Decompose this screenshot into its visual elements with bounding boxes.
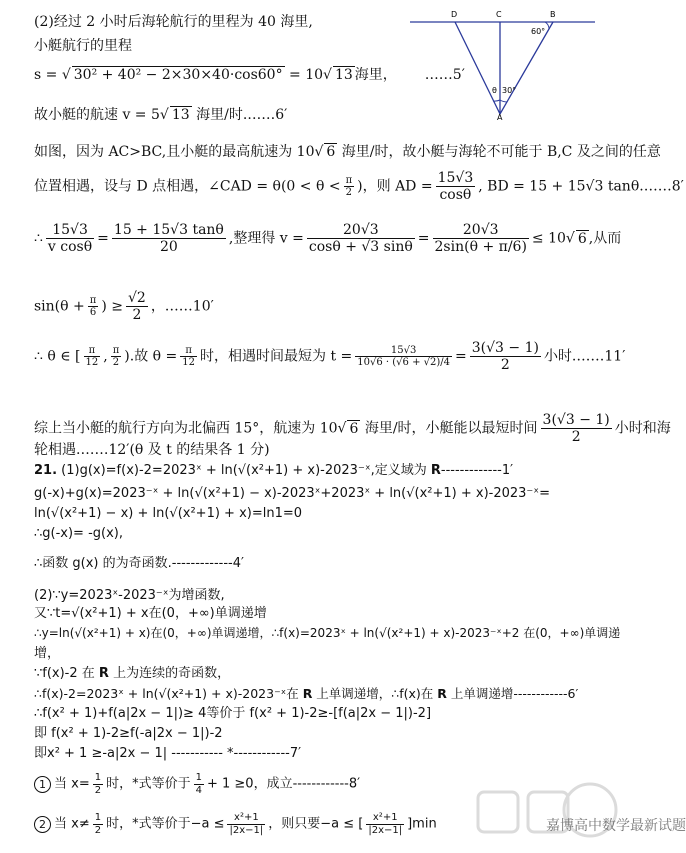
text-line-12: [34, 463, 513, 479]
denominator: 2: [345, 187, 353, 199]
text-line-26: [34, 772, 360, 796]
numerator: 1: [94, 772, 102, 783]
label-c: C: [496, 10, 502, 19]
text: ,整理得 v =: [228, 230, 304, 247]
radicand: 6: [349, 420, 359, 437]
text-line-1: (2)经过 2 小时后海轮航行的里程为 40 海里,: [34, 14, 313, 30]
radicand: 6: [577, 230, 587, 247]
label-angle60: 60°: [531, 27, 546, 36]
text: =: [455, 348, 467, 365]
text-line-10: [34, 412, 671, 445]
denominator: |2x−1|: [229, 824, 264, 836]
text-line-3: [34, 66, 465, 84]
text: ,从而: [588, 230, 622, 247]
denominator: 2: [94, 824, 102, 836]
numerator: π: [180, 345, 197, 358]
radicand: 6: [326, 144, 336, 160]
numerator: √2: [127, 290, 146, 306]
text: ∵f(x)-2 在: [34, 666, 99, 681]
text: sin(θ +: [34, 298, 85, 315]
text-line-19: ∴y=ln(√(x²+1) + x)在(0，+∞)单调递增，∴f(x)=2023ˣ + ln(√(x²+1) + x)-2023⁻ˣ+2 在(0，+∞)单调递: [34, 626, 621, 640]
fraction: [366, 812, 404, 836]
text-line-22: [34, 686, 578, 701]
denominator: 2: [132, 307, 142, 324]
text: )，则 AD =: [357, 178, 433, 195]
numerator: 15√3: [437, 170, 474, 186]
text: 海里/时，小艇能以最短时间: [360, 420, 538, 437]
denominator: 2sin(θ + π/6): [434, 239, 527, 256]
therefore: ∴: [34, 230, 43, 247]
denominator: 4: [195, 784, 202, 796]
fraction: [436, 170, 476, 203]
text-line-8: [34, 290, 214, 323]
denominator: |2x−1|: [368, 824, 403, 836]
text: 小时.……11′: [543, 348, 626, 365]
text-line-13: g(-x)+g(x)=2023⁻ˣ + ln(√(x²+1) − x)-2023ˣ+2023ˣ + ln(√(x²+1) + x)-2023⁻ˣ=: [34, 486, 550, 501]
numerator: π: [345, 174, 353, 186]
text: R: [302, 686, 313, 701]
text: 小时和海: [614, 420, 671, 437]
text-line-27: [34, 812, 437, 836]
radicand: 13: [334, 67, 353, 83]
geometry-figure: [405, 8, 605, 120]
radical-sign: √: [159, 107, 169, 123]
denominator: 20: [159, 239, 178, 256]
label-d: D: [451, 10, 458, 19]
text-line-18: 又∵t=√(x²+1) + x在(0，+∞)单调递增: [34, 606, 267, 621]
denominator: cosθ: [439, 187, 472, 204]
radicand: 13: [171, 107, 190, 123]
numerator: 3(√3 − 1): [471, 340, 539, 356]
numerator: x²+1: [227, 812, 265, 825]
numerator: 20√3: [433, 222, 529, 239]
text: ，……10′: [150, 298, 214, 315]
numerator: 3(√3 − 1): [542, 412, 610, 428]
radical-sign: √: [314, 144, 324, 160]
label-theta: θ: [492, 86, 497, 95]
fraction: [93, 772, 103, 796]
denominator: 2: [112, 357, 120, 369]
radical-sign: √: [61, 67, 71, 83]
text-line-2: 小艇航行的里程: [34, 38, 132, 54]
label-angle30: 30°: [502, 86, 517, 95]
text: ).故 θ =: [124, 348, 178, 365]
denominator: v cosθ: [47, 239, 93, 256]
angle-60-arc: [545, 22, 549, 29]
text: + 1 ≥0，成立------------8′: [206, 776, 361, 792]
circled-number: 1: [34, 776, 51, 793]
label-a: A: [497, 113, 503, 122]
radical-sign: √: [565, 230, 575, 247]
text-line-15: ∴g(-x)= -g(x),: [34, 526, 123, 541]
fraction: [227, 812, 265, 836]
text: 时，相遇时间最短为 t =: [200, 348, 353, 365]
text-line-25: 即x² + 1 ≥-a|2x − 1| ----------- *------------7′: [34, 746, 302, 761]
text: 当 x≠: [54, 816, 90, 832]
text-line-7: ∴ $\frac{15√3}{\text{v cosθ}}$ = $\frac{15 + 15√3 \tan\theta}{20}$ ,整理得 v = $\frac{20√3}{\cos\theta + √3 \sin\theta}$ = $\frac{20√3}{2\sin(\theta + \pi/6)}$ ≤ 10√ 6 ,从而: [34, 222, 622, 256]
text: ≤ 10: [531, 230, 566, 247]
text: 上单调递增，∴f(x)在: [312, 686, 438, 701]
fraction: [46, 222, 94, 255]
denominator: 12: [182, 357, 195, 369]
fraction: [84, 345, 101, 369]
circled-number: 2: [34, 816, 51, 833]
text-line-6: [34, 170, 684, 203]
text-line-11: 轮相遇.……12′(θ 及 t 的结果各 1 分): [34, 442, 270, 458]
text: 故小艇的航速 v = 5: [34, 107, 160, 123]
numerator: π: [89, 294, 97, 306]
text: -------------1′: [440, 463, 514, 478]
numerator: 1: [94, 812, 102, 823]
math: s =: [34, 67, 62, 83]
radical-sign: √: [323, 67, 332, 83]
text: ∴f(x)-2=2023ˣ + ln(√(x²+1) + x)-2023⁻ˣ在: [34, 686, 303, 701]
denominator: 10√6 · (√6 + √2)/4: [357, 357, 450, 369]
text: 时，*式等价于: [106, 776, 191, 792]
text-line-9: [34, 340, 625, 373]
fraction: [355, 345, 452, 369]
text: 时，*式等价于−a ≤: [106, 816, 225, 832]
text: R: [98, 666, 109, 681]
fraction: [541, 412, 612, 445]
text: 综上当小艇的航行方向为北偏西 15°，航速为 10: [34, 420, 338, 437]
text: (1)g(x)=f(x)-2=2023ˣ + ln(√(x²+1) + x)-2023⁻ˣ,定义域为: [57, 463, 431, 478]
text-line-16: ∴函数 g(x) 的为奇函数.-------------4′: [34, 556, 244, 571]
text: 海里/时，故小艇与海轮不可能于 B,C 及之间的任意: [337, 144, 661, 160]
fraction: [112, 222, 226, 255]
question-number: 21.: [34, 463, 58, 478]
fraction: [307, 222, 415, 255]
numerator: 15 + 15√3 tanθ: [113, 222, 224, 238]
numerator: 15√3: [46, 222, 94, 239]
math: = 10: [284, 67, 324, 83]
label-b: B: [550, 10, 556, 19]
fraction: [88, 295, 99, 319]
fraction: [344, 175, 355, 199]
text: R: [430, 463, 441, 478]
text: 如图，因为 AC>BC,且小艇的最高航速为 10: [34, 144, 315, 160]
denominator: 2: [571, 429, 581, 446]
denominator: 2: [94, 784, 102, 796]
fraction: [111, 345, 122, 369]
radical-sign: √: [337, 420, 347, 437]
text: ]min: [407, 816, 437, 832]
text: 当 x=: [54, 776, 90, 792]
denominator: 6: [89, 307, 97, 319]
text: , BD = 15 + 15√3 tanθ.……8′: [478, 178, 684, 195]
text: 上单调递增------------6′: [446, 686, 579, 701]
text-line-20: 增，: [34, 646, 61, 661]
score-mark: ……5′: [424, 67, 465, 83]
fraction: [126, 290, 148, 323]
text-line-14: ln(√(x²+1) − x) + ln(√(x²+1) + x)=ln1=0: [34, 506, 303, 521]
text-line-24: 即 f(x² + 1)-2≥f(-a|2x − 1|)-2: [34, 726, 223, 741]
fraction: [194, 772, 204, 796]
fraction: [93, 812, 103, 836]
text: ∴ θ ∈ [: [34, 348, 81, 365]
fraction: [470, 340, 541, 373]
denominator: cosθ + √3 sinθ: [308, 239, 413, 256]
text-line-5: [34, 143, 661, 161]
numerator: 20√3: [307, 222, 415, 239]
angle-30-arc: [500, 100, 507, 102]
radicand: 30² + 40² − 2×30×40·cos60°: [73, 67, 283, 83]
numerator: x²+1: [366, 812, 404, 825]
denominator: 12: [85, 357, 99, 369]
text: 海里/时.……6′: [191, 107, 288, 123]
text: ,: [103, 348, 108, 365]
numerator: 15√3: [355, 345, 452, 358]
fraction: [433, 222, 529, 255]
text: 海里，: [354, 67, 397, 83]
text: ) ≥: [101, 298, 123, 315]
text: 位置相遇，设与 D 点相遇，∠CAD = θ(0 < θ <: [34, 178, 341, 195]
numerator: π: [112, 344, 120, 356]
text-line-21: [34, 666, 230, 682]
watermark-text: 嘉博高中数学最新试题: [546, 818, 686, 834]
numerator: 1: [195, 772, 202, 783]
fraction: [180, 345, 197, 369]
denominator: 2: [500, 357, 510, 374]
text-line-17: (2)∵y=2023ˣ-2023⁻ˣ为增函数,: [34, 588, 225, 603]
text-line-4: [34, 106, 287, 124]
text: ，则只要−a ≤ [: [268, 816, 364, 832]
text: R: [437, 686, 447, 701]
numerator: π: [84, 345, 101, 358]
text: 上为连续的奇函数，: [108, 666, 231, 681]
text-line-23: ∴f(x² + 1)+f(a|2x − 1|)≥ 4等价于 f(x² + 1)-2≥-[f(a|2x − 1|)-2]: [34, 706, 432, 721]
